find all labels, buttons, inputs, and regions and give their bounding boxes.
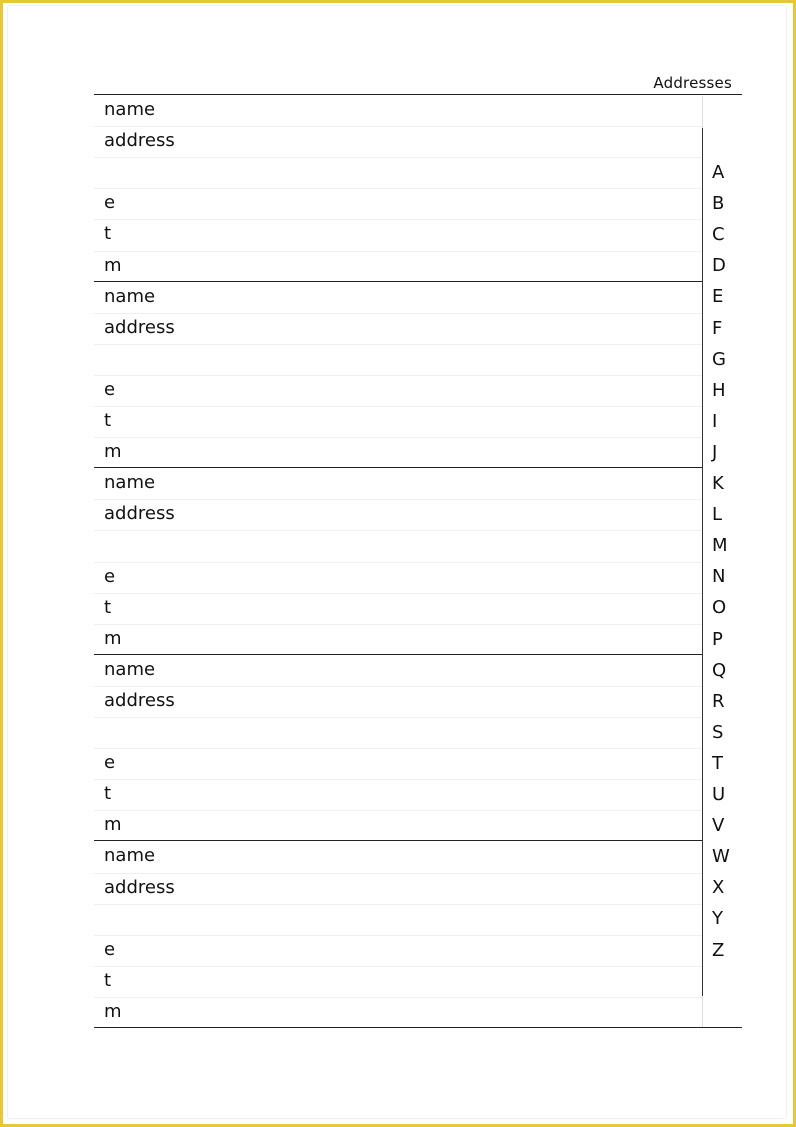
email-field: e	[104, 752, 116, 774]
alphabet-tab-g[interactable]: G	[712, 348, 726, 370]
writing-line	[94, 593, 702, 594]
tab-divider-bottom	[702, 996, 703, 1027]
alphabet-tab-c[interactable]: C	[712, 224, 725, 246]
email-field: e	[104, 565, 116, 587]
alphabet-tab-d[interactable]: D	[712, 255, 726, 277]
entry-separator	[94, 281, 702, 282]
alphabet-tab-o[interactable]: O	[712, 597, 727, 619]
alphabet-tab-h[interactable]: H	[712, 379, 726, 401]
writing-line	[94, 873, 702, 874]
mobile-field: m	[104, 627, 122, 649]
writing-line	[94, 219, 702, 220]
alphabet-tab-b[interactable]: B	[712, 193, 725, 215]
address-field: address	[104, 689, 175, 711]
writing-line	[94, 810, 702, 811]
writing-line	[94, 717, 702, 718]
bottom-rule	[94, 1027, 742, 1028]
tab-divider	[702, 128, 703, 996]
name-field: name	[104, 472, 156, 494]
alphabet-tab-q[interactable]: Q	[712, 659, 727, 681]
alphabet-tab-v[interactable]: V	[712, 815, 725, 837]
address-field: address	[104, 503, 175, 525]
writing-line	[94, 997, 702, 998]
alphabet-tab-m[interactable]: M	[712, 535, 728, 557]
mobile-field: m	[104, 441, 122, 463]
writing-line	[94, 904, 702, 905]
alphabet-tab-t[interactable]: T	[712, 752, 723, 774]
alphabet-tab-y[interactable]: Y	[712, 908, 723, 930]
alphabet-tab-i[interactable]: I	[712, 410, 718, 432]
name-field: name	[104, 658, 156, 680]
address-field: address	[104, 130, 175, 152]
writing-line	[94, 624, 702, 625]
mobile-field: m	[104, 814, 122, 836]
name-field: name	[104, 285, 156, 307]
alphabet-tab-x[interactable]: X	[712, 877, 725, 899]
telephone-field: t	[104, 969, 112, 991]
telephone-field: t	[104, 783, 112, 805]
alphabet-tab-p[interactable]: P	[712, 628, 723, 650]
alphabet-tab-j[interactable]: J	[712, 441, 718, 463]
writing-line	[94, 562, 702, 563]
writing-line	[94, 966, 702, 967]
alphabet-tab-k[interactable]: K	[712, 473, 724, 494]
alphabet-tab-a[interactable]: A	[712, 162, 725, 183]
writing-line	[94, 313, 702, 314]
mobile-field: m	[104, 254, 122, 276]
writing-line	[94, 686, 702, 687]
writing-line	[94, 499, 702, 500]
alphabet-tab-r[interactable]: R	[712, 690, 725, 712]
telephone-field: t	[104, 410, 112, 431]
tab-divider-top	[702, 96, 703, 128]
email-field: e	[104, 192, 116, 214]
writing-line	[94, 251, 702, 252]
alphabet-tab-n[interactable]: N	[712, 566, 726, 588]
alphabet-tab-e[interactable]: E	[712, 286, 724, 308]
address-field: address	[104, 876, 175, 898]
writing-line	[94, 188, 702, 189]
writing-line	[94, 779, 702, 780]
writing-line	[94, 935, 702, 936]
page-title: Addresses	[653, 74, 732, 92]
alphabet-tab-f[interactable]: F	[712, 317, 723, 339]
email-field: e	[104, 378, 116, 400]
writing-line	[94, 375, 702, 376]
writing-line	[94, 530, 702, 531]
telephone-field: t	[104, 596, 112, 618]
entry-separator	[94, 467, 702, 468]
address-field: address	[104, 316, 175, 338]
email-field: e	[104, 938, 116, 960]
writing-line	[94, 406, 702, 407]
writing-line	[94, 126, 702, 127]
alphabet-tab-u[interactable]: U	[712, 784, 726, 805]
entry-separator	[94, 840, 702, 841]
alphabet-tab-s[interactable]: S	[712, 721, 724, 743]
top-rule	[94, 94, 742, 95]
writing-line	[94, 748, 702, 749]
telephone-field: t	[104, 223, 112, 245]
mobile-field: m	[104, 1000, 122, 1022]
name-field: name	[104, 99, 156, 120]
name-field: name	[104, 845, 156, 867]
entry-separator	[94, 654, 702, 655]
writing-line	[94, 344, 702, 345]
alphabet-tab-z[interactable]: Z	[712, 939, 725, 961]
alphabet-tab-l[interactable]: L	[712, 504, 723, 526]
writing-line	[94, 437, 702, 438]
writing-line	[94, 157, 702, 158]
alphabet-tab-w[interactable]: W	[712, 846, 730, 868]
